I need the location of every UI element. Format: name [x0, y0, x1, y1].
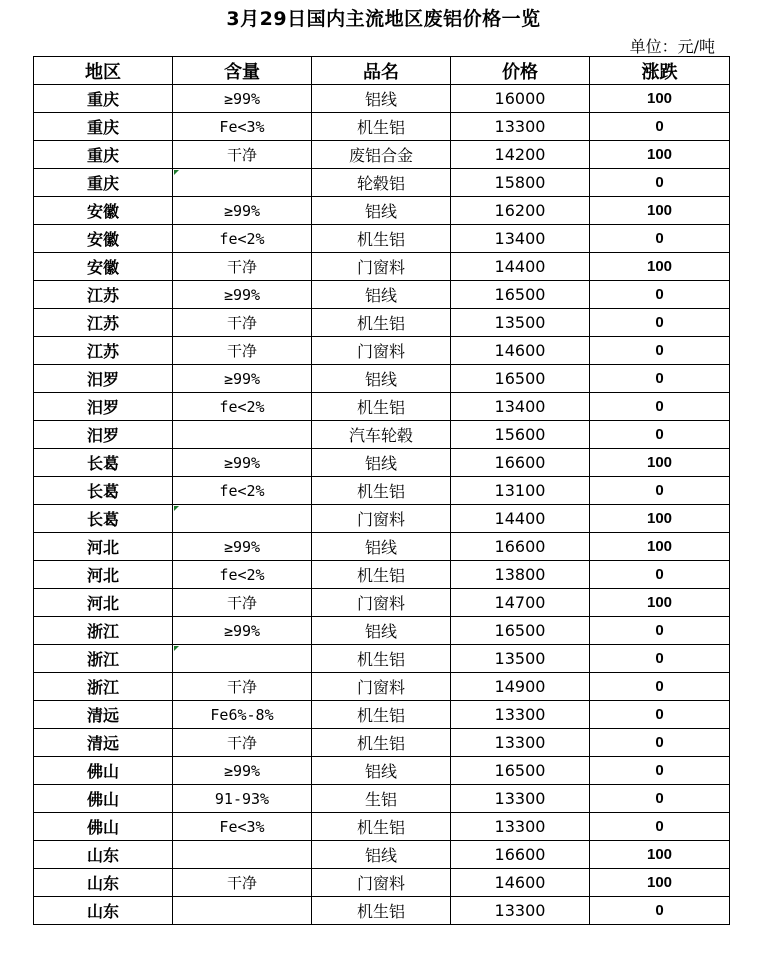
- region-cell: 佛山: [34, 757, 173, 785]
- product-cell: 机生铝: [312, 225, 451, 253]
- region-cell: 山东: [34, 897, 173, 925]
- product-cell: 铝线: [312, 85, 451, 113]
- change-cell: 100: [590, 505, 730, 533]
- product-cell: 机生铝: [312, 477, 451, 505]
- product-cell: 门窗料: [312, 673, 451, 701]
- price-cell: 13300: [451, 701, 590, 729]
- product-cell: 门窗料: [312, 589, 451, 617]
- product-cell: 门窗料: [312, 869, 451, 897]
- price-cell: 15600: [451, 421, 590, 449]
- change-cell: 0: [590, 617, 730, 645]
- content-cell: fe<2%: [173, 561, 312, 589]
- content-cell: ≥99%: [173, 197, 312, 225]
- change-cell: 0: [590, 365, 730, 393]
- price-cell: 13300: [451, 785, 590, 813]
- table-row: [34, 309, 730, 337]
- product-cell: 铝线: [312, 533, 451, 561]
- product-cell: 铝线: [312, 841, 451, 869]
- price-cell: 16600: [451, 841, 590, 869]
- table-row: [34, 477, 730, 505]
- change-cell: 0: [590, 477, 730, 505]
- price-cell: 14400: [451, 505, 590, 533]
- change-cell: 0: [590, 337, 730, 365]
- content-cell: 干净: [173, 253, 312, 281]
- cell-comment-marker: [174, 506, 179, 511]
- product-cell: 机生铝: [312, 729, 451, 757]
- content-cell: 干净: [173, 869, 312, 897]
- region-cell: 河北: [34, 589, 173, 617]
- price-cell: 16000: [451, 85, 590, 113]
- change-cell: 0: [590, 757, 730, 785]
- price-cell: 13500: [451, 645, 590, 673]
- region-cell: 重庆: [34, 113, 173, 141]
- region-cell: 河北: [34, 561, 173, 589]
- price-cell: 16600: [451, 449, 590, 477]
- table-body: [34, 85, 730, 925]
- change-cell: 100: [590, 589, 730, 617]
- table-row: [34, 281, 730, 309]
- content-cell: [173, 897, 312, 925]
- table-row: [34, 393, 730, 421]
- region-cell: 山东: [34, 841, 173, 869]
- region-cell: 清远: [34, 729, 173, 757]
- region-cell: 汨罗: [34, 421, 173, 449]
- region-cell: 重庆: [34, 169, 173, 197]
- change-cell: 0: [590, 281, 730, 309]
- product-cell: 机生铝: [312, 701, 451, 729]
- region-cell: 长葛: [34, 477, 173, 505]
- content-cell: 91-93%: [173, 785, 312, 813]
- content-cell: 干净: [173, 589, 312, 617]
- region-cell: 佛山: [34, 785, 173, 813]
- change-cell: 0: [590, 701, 730, 729]
- change-cell: 0: [590, 729, 730, 757]
- region-cell: 汨罗: [34, 393, 173, 421]
- change-cell: 0: [590, 393, 730, 421]
- region-cell: 江苏: [34, 337, 173, 365]
- content-cell: ≥99%: [173, 533, 312, 561]
- price-cell: 13300: [451, 813, 590, 841]
- page-title: 3月29日国内主流地区废铝价格一览: [226, 8, 541, 30]
- table-row: [34, 169, 730, 197]
- product-cell: 铝线: [312, 365, 451, 393]
- price-table: [33, 56, 730, 925]
- change-cell: 0: [590, 561, 730, 589]
- header-content: 含量: [173, 57, 312, 85]
- product-cell: 门窗料: [312, 253, 451, 281]
- table-row: [34, 785, 730, 813]
- change-cell: 0: [590, 421, 730, 449]
- product-cell: 铝线: [312, 449, 451, 477]
- content-cell: Fe<3%: [173, 813, 312, 841]
- table-row: [34, 757, 730, 785]
- product-cell: 门窗料: [312, 337, 451, 365]
- price-cell: 13400: [451, 225, 590, 253]
- region-cell: 安徽: [34, 225, 173, 253]
- table-row: [34, 421, 730, 449]
- region-cell: 长葛: [34, 449, 173, 477]
- content-cell: fe<2%: [173, 477, 312, 505]
- change-cell: 0: [590, 225, 730, 253]
- region-cell: 汨罗: [34, 365, 173, 393]
- product-cell: 铝线: [312, 757, 451, 785]
- product-cell: 机生铝: [312, 113, 451, 141]
- content-cell: [173, 841, 312, 869]
- price-cell: 13400: [451, 393, 590, 421]
- content-cell: ≥99%: [173, 449, 312, 477]
- change-cell: 0: [590, 673, 730, 701]
- region-cell: 清远: [34, 701, 173, 729]
- price-cell: 16500: [451, 281, 590, 309]
- price-cell: 13300: [451, 113, 590, 141]
- table-row: [34, 841, 730, 869]
- price-cell: 16500: [451, 757, 590, 785]
- product-cell: 机生铝: [312, 645, 451, 673]
- content-cell: 干净: [173, 729, 312, 757]
- region-cell: 江苏: [34, 281, 173, 309]
- header-product: 品名: [312, 57, 451, 85]
- content-cell: [173, 169, 312, 197]
- region-cell: 重庆: [34, 141, 173, 169]
- price-cell: 14600: [451, 337, 590, 365]
- product-cell: 铝线: [312, 197, 451, 225]
- product-cell: 铝线: [312, 617, 451, 645]
- content-cell: Fe6%-8%: [173, 701, 312, 729]
- change-cell: 100: [590, 533, 730, 561]
- product-cell: 废铝合金: [312, 141, 451, 169]
- region-cell: 山东: [34, 869, 173, 897]
- change-cell: 100: [590, 253, 730, 281]
- table-row: [34, 729, 730, 757]
- table-row: [34, 85, 730, 113]
- table-row: [34, 589, 730, 617]
- change-cell: 0: [590, 113, 730, 141]
- price-cell: 13800: [451, 561, 590, 589]
- change-cell: 100: [590, 449, 730, 477]
- change-cell: 0: [590, 813, 730, 841]
- content-cell: fe<2%: [173, 393, 312, 421]
- table-row: [34, 365, 730, 393]
- region-cell: 重庆: [34, 85, 173, 113]
- region-cell: 浙江: [34, 645, 173, 673]
- region-cell: 安徽: [34, 197, 173, 225]
- product-cell: 铝线: [312, 281, 451, 309]
- content-cell: 干净: [173, 337, 312, 365]
- table-row: [34, 197, 730, 225]
- table-header: [34, 57, 730, 85]
- table-row: [34, 533, 730, 561]
- content-cell: ≥99%: [173, 365, 312, 393]
- content-cell: ≥99%: [173, 281, 312, 309]
- change-cell: 0: [590, 645, 730, 673]
- price-cell: 16500: [451, 365, 590, 393]
- price-cell: 14600: [451, 869, 590, 897]
- table-row: [34, 337, 730, 365]
- region-cell: 长葛: [34, 505, 173, 533]
- price-cell: 13500: [451, 309, 590, 337]
- region-cell: 浙江: [34, 673, 173, 701]
- unit-label: 单位：元/吨: [629, 37, 715, 56]
- table-row: [34, 645, 730, 673]
- table-row: [34, 449, 730, 477]
- price-cell: 14700: [451, 589, 590, 617]
- table-row: [34, 505, 730, 533]
- content-cell: ≥99%: [173, 757, 312, 785]
- region-cell: 浙江: [34, 617, 173, 645]
- price-cell: 16600: [451, 533, 590, 561]
- table-row: [34, 813, 730, 841]
- change-cell: 0: [590, 309, 730, 337]
- content-cell: Fe<3%: [173, 113, 312, 141]
- content-cell: ≥99%: [173, 85, 312, 113]
- product-cell: 机生铝: [312, 309, 451, 337]
- change-cell: 100: [590, 869, 730, 897]
- price-cell: 14900: [451, 673, 590, 701]
- content-cell: 干净: [173, 673, 312, 701]
- region-cell: 佛山: [34, 813, 173, 841]
- product-cell: 门窗料: [312, 505, 451, 533]
- region-cell: 安徽: [34, 253, 173, 281]
- change-cell: 100: [590, 85, 730, 113]
- change-cell: 100: [590, 197, 730, 225]
- cell-comment-marker: [174, 646, 179, 651]
- price-cell: 16200: [451, 197, 590, 225]
- product-cell: 机生铝: [312, 897, 451, 925]
- change-cell: 0: [590, 785, 730, 813]
- price-cell: 13100: [451, 477, 590, 505]
- change-cell: 0: [590, 897, 730, 925]
- table-row: [34, 113, 730, 141]
- header-row: [34, 57, 730, 85]
- change-cell: 100: [590, 841, 730, 869]
- price-cell: 15800: [451, 169, 590, 197]
- product-cell: 生铝: [312, 785, 451, 813]
- cell-comment-marker: [174, 170, 179, 175]
- region-cell: 河北: [34, 533, 173, 561]
- region-cell: 江苏: [34, 309, 173, 337]
- content-cell: [173, 645, 312, 673]
- price-cell: 16500: [451, 617, 590, 645]
- price-cell: 14200: [451, 141, 590, 169]
- change-cell: 0: [590, 169, 730, 197]
- product-cell: 机生铝: [312, 813, 451, 841]
- header-region: 地区: [34, 57, 173, 85]
- content-cell: 干净: [173, 141, 312, 169]
- header-change: 涨跌: [590, 57, 730, 85]
- table-row: [34, 617, 730, 645]
- price-cell: 13300: [451, 729, 590, 757]
- table-row: [34, 141, 730, 169]
- product-cell: 机生铝: [312, 561, 451, 589]
- content-cell: 干净: [173, 309, 312, 337]
- table-row: [34, 897, 730, 925]
- content-cell: fe<2%: [173, 225, 312, 253]
- table-row: [34, 253, 730, 281]
- table-row: [34, 561, 730, 589]
- table-row: [34, 701, 730, 729]
- header-price: 价格: [451, 57, 590, 85]
- table-row: [34, 869, 730, 897]
- content-cell: [173, 421, 312, 449]
- price-cell: 13300: [451, 897, 590, 925]
- price-cell: 14400: [451, 253, 590, 281]
- table-row: [34, 225, 730, 253]
- content-cell: ≥99%: [173, 617, 312, 645]
- product-cell: 机生铝: [312, 393, 451, 421]
- product-cell: 轮毂铝: [312, 169, 451, 197]
- content-cell: [173, 505, 312, 533]
- change-cell: 100: [590, 141, 730, 169]
- product-cell: 汽车轮毂: [312, 421, 451, 449]
- table-row: [34, 673, 730, 701]
